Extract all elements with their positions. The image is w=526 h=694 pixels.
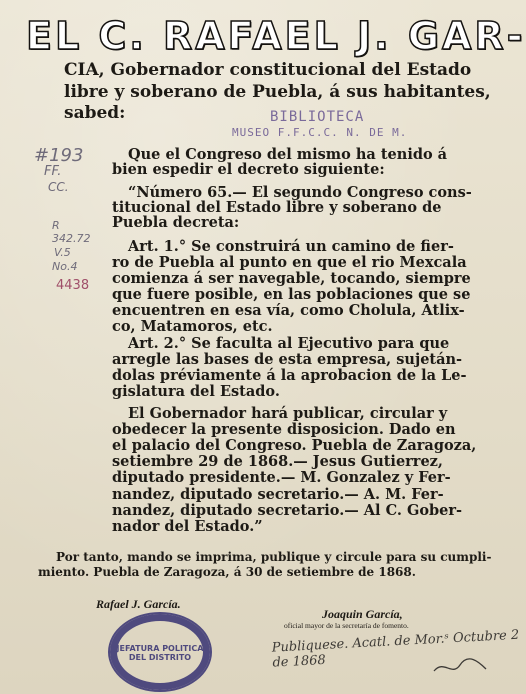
body-line: diputado presidente.— M. Gonzalez y Fer- xyxy=(112,469,451,486)
header-line-2: CIA, Gobernador constitucional del Estado xyxy=(64,60,472,80)
body-line: el palacio del Congreso. Puebla de Zaragoza, xyxy=(112,437,477,454)
body-line: ro de Puebla al punto en que el rio Mexcala xyxy=(112,254,467,271)
body-line: encuentren en esa vía, como Cholula, Atlix- xyxy=(112,302,465,319)
official-title: oficial mayor de la secretaría de fomento. xyxy=(284,621,409,630)
body-line: comienza á ser navegable, tocando, siempre xyxy=(112,270,471,287)
governor-signature: Rafael J. García. xyxy=(96,597,181,611)
body-line: Puebla decreta: xyxy=(112,214,240,231)
margin-note: V.5 xyxy=(54,246,71,259)
district-seal xyxy=(108,612,212,692)
body-line: dolas préviamente á la aprobacion de la Le- xyxy=(112,367,467,384)
body-line: nandez, diputado secretario.— Al C. Gober- xyxy=(112,502,463,519)
official-signature: Joaquin García, xyxy=(322,607,403,621)
body-line: titucional del Estado libre y soberano de xyxy=(112,199,442,216)
closing-line: Por tanto, mando se imprima, publique y circule para su cumpli- xyxy=(56,550,492,564)
article-2: Art. 2.° Se faculta al Ejecutivo para que xyxy=(128,335,450,352)
body-line: setiembre 29 de 1868.— Jesus Gutierrez, xyxy=(112,453,443,470)
margin-note: CC. xyxy=(48,180,69,194)
body-line: nador del Estado.” xyxy=(112,518,263,535)
seal-text: JEFATURA POLITICA DEL DISTRITO xyxy=(116,644,204,662)
body-line: Que el Congreso del mismo ha tenido á xyxy=(128,146,448,163)
header-line-3: libre y soberano de Puebla, á sus habitantes, xyxy=(64,82,491,102)
article-1: Art. 1.° Se construirá un camino de fier- xyxy=(128,238,454,255)
body-line: obedecer la presente disposicion. Dado en xyxy=(112,421,456,438)
body-line: arregle las bases de esta empresa, sujetán- xyxy=(112,351,463,368)
handwritten-flourish xyxy=(430,655,490,679)
headline: EL C. RAFAEL J. GAR- xyxy=(26,14,526,58)
body-line: “Número 65.— El segundo Congreso cons- xyxy=(128,184,472,201)
margin-note: FF. xyxy=(44,164,62,179)
body-line: El Gobernador hará publicar, circular y xyxy=(128,405,448,422)
margin-note: R xyxy=(52,219,60,232)
margin-note: 342.72 xyxy=(52,232,91,245)
margin-note: #193 xyxy=(34,145,84,166)
body-line: que fuere posible, en las poblaciones que se xyxy=(112,286,471,303)
library-stamp-line-2: MUSEO F.F.C.C. N. DE M. xyxy=(232,126,408,139)
closing-line: miento. Puebla de Zaragoza, á 30 de setiembre de 1868. xyxy=(38,565,416,579)
accession-number: 4438 xyxy=(56,278,90,293)
library-stamp-line-1: BIBLIOTECA xyxy=(270,109,365,125)
body-line: nandez, diputado secretario.— A. M. Fer- xyxy=(112,486,444,503)
margin-note: No.4 xyxy=(52,260,78,273)
body-line: bien espedir el decreto siguiente: xyxy=(112,161,385,178)
body-line: co, Matamoros, etc. xyxy=(112,318,273,335)
handwritten-note: Publiquese. Acatl. de Mor.ˢ Octubre 2 de 1868 xyxy=(271,627,520,671)
header-line-4: sabed: xyxy=(64,103,126,123)
body-line: gislatura del Estado. xyxy=(112,383,280,400)
